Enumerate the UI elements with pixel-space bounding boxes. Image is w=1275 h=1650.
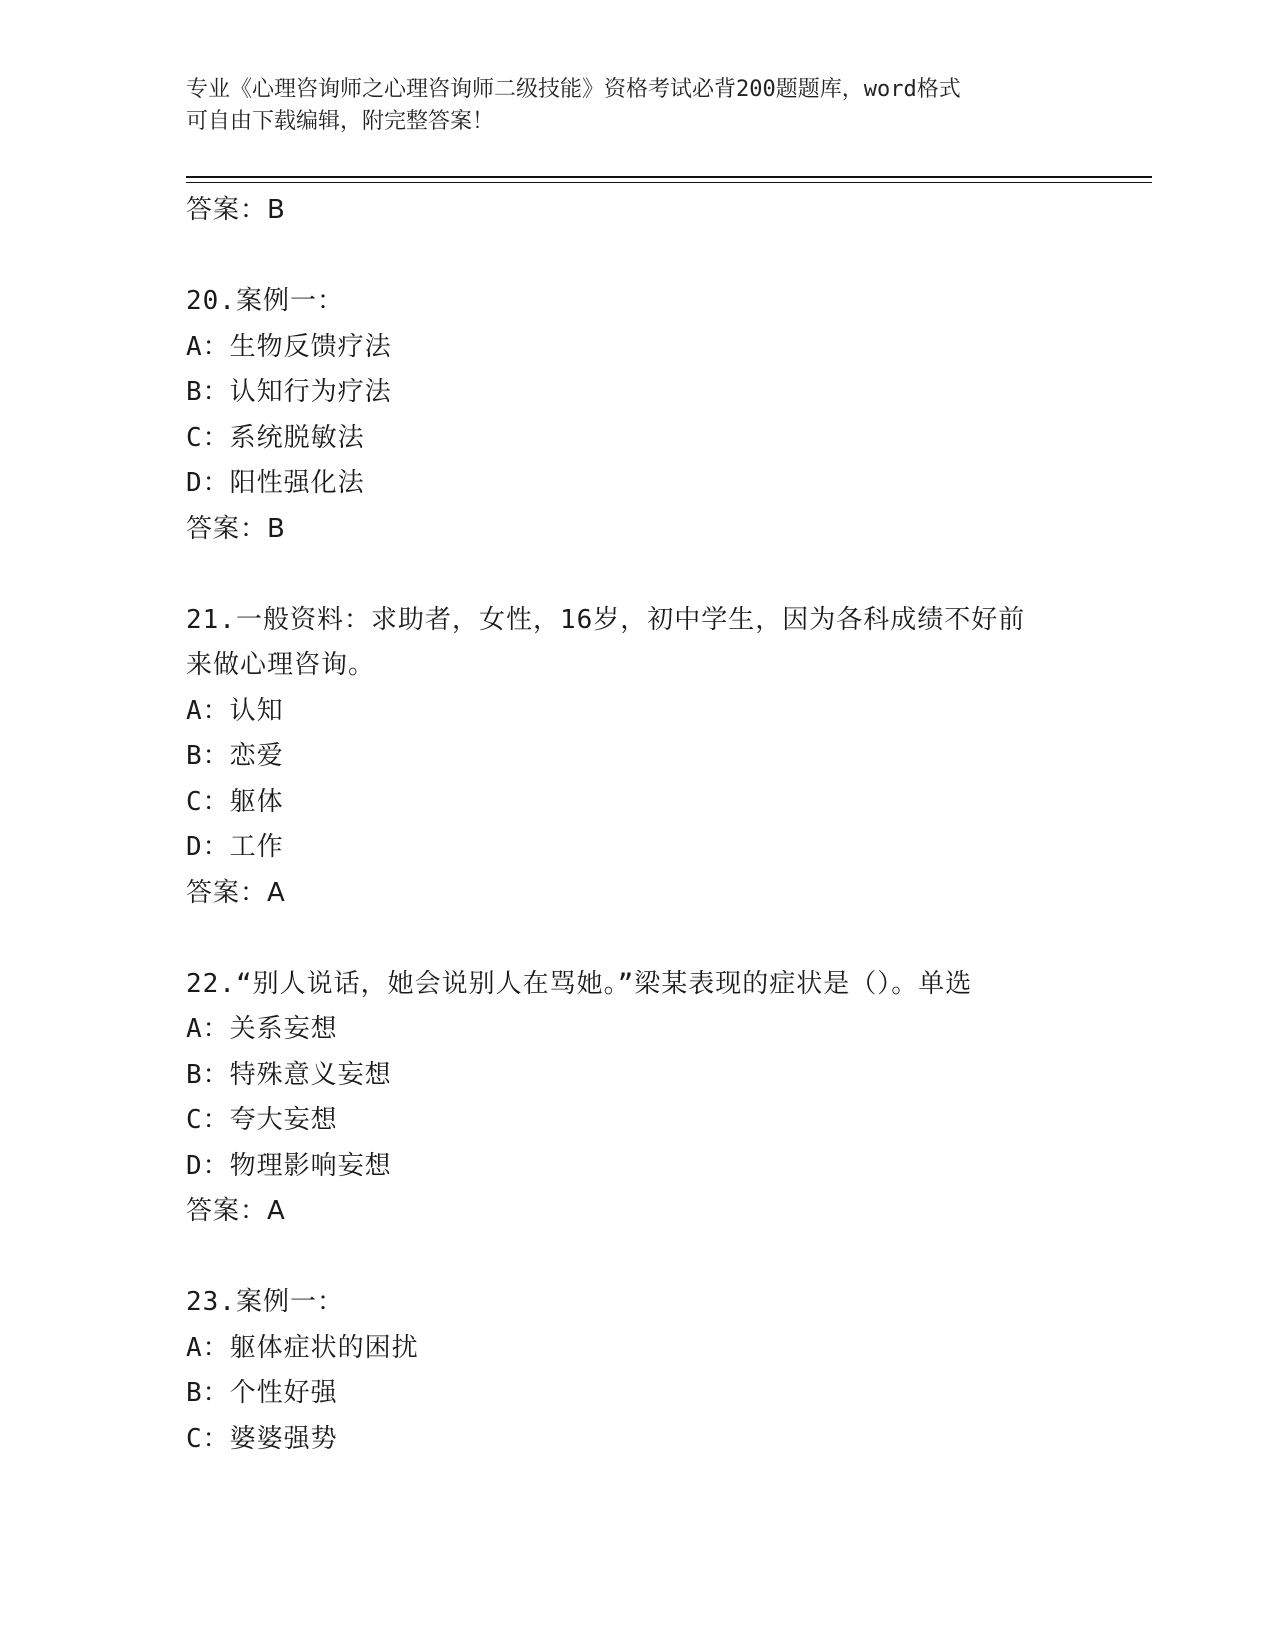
option-b: B：认知行为疗法 [186, 377, 392, 407]
option-c: C：夸大妄想 [186, 1105, 338, 1135]
option-d: D：物理影响妄想 [186, 1150, 392, 1181]
document-header [186, 74, 1086, 138]
option-a: A：躯体症状的困扰 [186, 1332, 419, 1363]
header-rule-thin [186, 182, 1152, 183]
spacer [186, 916, 1086, 962]
answer-line: 答案：B [186, 513, 286, 544]
answer-line: 答案：A [186, 877, 286, 908]
option-a: A：认知 [186, 695, 284, 726]
spacer [186, 1235, 1086, 1281]
question-list [186, 188, 1086, 1462]
header-line-2: 可自由下载编辑，附完整答案！ [186, 109, 495, 134]
question-stem: 20.案例一： [186, 286, 344, 316]
option-d: D：工作 [186, 832, 284, 862]
option-a: A：生物反馈疗法 [186, 331, 392, 362]
spacer [186, 234, 1086, 280]
option-d: D：阳性强化法 [186, 468, 365, 498]
question-block [186, 598, 1086, 917]
option-c: C：躯体 [186, 786, 284, 817]
previous-answer: 答案：B [186, 195, 286, 225]
option-b: B：恋爱 [186, 741, 284, 771]
option-c: C：婆婆强势 [186, 1423, 338, 1454]
option-b: B：个性好强 [186, 1378, 338, 1408]
option-c: C：系统脱敏法 [186, 422, 365, 453]
option-a: A：关系妄想 [186, 1014, 338, 1044]
header-rule-thick [186, 176, 1152, 178]
spacer [186, 552, 1086, 598]
question-block [186, 962, 1086, 1235]
question-stem: 22.“别人说话，她会说别人在骂她。”梁某表现的症状是（）。单选 [186, 968, 973, 999]
option-b: B：特殊意义妄想 [186, 1059, 392, 1090]
question-stem-continued: 来做心理咨询。 [186, 650, 376, 680]
question-block [186, 1280, 1086, 1462]
header-line-1: 专业《心理咨询师之心理咨询师二级技能》资格考试必背200题题库，word格式 [186, 77, 961, 102]
question-stem: 23.案例一： [186, 1287, 344, 1317]
question-stem: 21.一般资料：求助者，女性，16岁，初中学生，因为各科成绩不好前 [186, 604, 1026, 635]
answer-line: 答案：A [186, 1196, 286, 1226]
question-block [186, 279, 1086, 552]
